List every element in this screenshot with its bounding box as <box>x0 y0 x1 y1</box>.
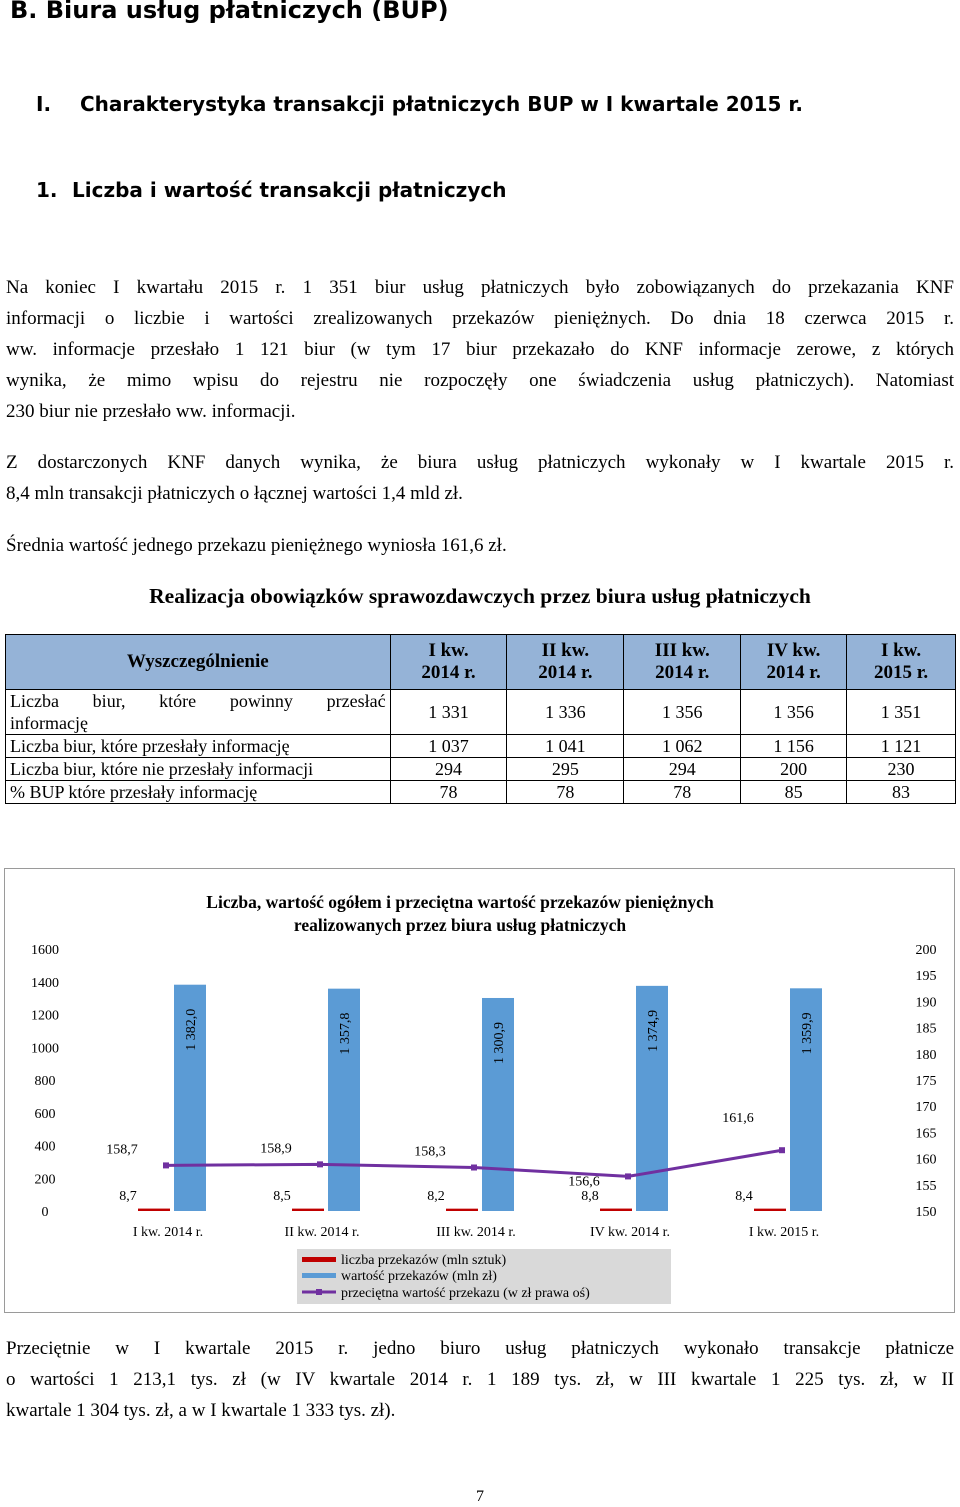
category-label: III kw. 2014 r. <box>436 1225 516 1240</box>
average-value-marker <box>471 1165 477 1171</box>
table-cell: 1 331 <box>390 690 507 735</box>
part-heading: Charakterystyka transakcji płatniczych BUP w I kwartale 2015 r. <box>80 92 803 116</box>
table-cell: 230 <box>847 758 956 781</box>
count-bar-label: 8,2 <box>427 1189 445 1204</box>
average-value-label: 158,9 <box>260 1141 292 1157</box>
right-axis-tick-label: 155 <box>915 1178 937 1194</box>
intro-line: informacji o liczbie i wartości zrealizowanych przekazów pieniężnych. Do dnia 18 czerwca 2015 r. <box>6 308 954 329</box>
table-cell: 200 <box>741 758 847 781</box>
right-axis-tick-label: 160 <box>915 1152 937 1168</box>
legend-label: liczba przekazów (mln sztuk) <box>341 1253 507 1268</box>
average-value-marker <box>317 1161 323 1167</box>
right-axis-tick-label: 150 <box>915 1205 937 1220</box>
average-value-paragraph: Średnia wartość jednego przekazu pieniężnego wyniosła 161,6 zł. <box>6 535 507 556</box>
right-axis-tick-label: 190 <box>915 995 937 1011</box>
chart-title-line: realizowanych przez biura usług płatniczych <box>293 915 627 935</box>
category-label: I kw. 2015 r. <box>748 1225 820 1240</box>
table-cell: 1 356 <box>741 690 847 735</box>
header-col: III kw. 2014 r. <box>624 635 741 690</box>
header-label: Wyszczególnienie <box>6 635 391 690</box>
table-cell: 294 <box>624 758 741 781</box>
table-cell: 78 <box>507 781 624 804</box>
value-bar-label: 1 357,8 <box>338 1012 353 1055</box>
average-value-label: 158,3 <box>414 1144 446 1160</box>
average-value-marker <box>163 1162 169 1168</box>
table-row <box>6 758 956 781</box>
row-label: Liczba biur, które przesłały informację <box>6 735 391 758</box>
table-row <box>6 781 956 804</box>
left-axis-tick-label: 800 <box>34 1074 56 1089</box>
closing-line: o wartości 1 213,1 tys. zł (w IV kwartale 2014 r. 1 189 tys. zł, w III kwartale 1 225 tys. zł, w II <box>6 1369 954 1390</box>
table-title: Realizacja obowiązków sprawozdawczych przez biura usług płatniczych <box>149 584 811 608</box>
chart-container <box>4 868 955 1313</box>
row-label: % BUP które przesłały informację <box>6 781 391 804</box>
page-number: 7 <box>476 1488 484 1505</box>
left-axis-tick-label: 1400 <box>31 975 59 991</box>
table-cell: 1 041 <box>507 735 624 758</box>
table-cell: 1 356 <box>624 690 741 735</box>
subsection-heading: Liczba i wartość transakcji płatniczych <box>72 178 507 202</box>
legend-swatch-count <box>302 1257 336 1262</box>
left-axis-tick-label: 1200 <box>31 1008 59 1024</box>
count-bar <box>138 1209 170 1211</box>
count-bar-label: 8,4 <box>735 1189 753 1204</box>
right-axis-tick-label: 195 <box>915 969 937 985</box>
table-cell: 1 037 <box>390 735 507 758</box>
summary-paragraph <box>6 447 954 509</box>
count-bar-label: 8,8 <box>581 1189 599 1204</box>
row-label: Liczba biur, które powinny przesłać informację <box>6 690 391 735</box>
right-axis-tick-label: 180 <box>915 1047 937 1063</box>
table-cell: 78 <box>624 781 741 804</box>
row-label: Liczba biur, które nie przesłały informacji <box>6 758 391 781</box>
header-col: I kw. 2015 r. <box>847 635 956 690</box>
value-bar-label: 1 359,9 <box>800 1012 815 1055</box>
category-label: I kw. 2014 r. <box>132 1225 204 1240</box>
chart-title-line: Liczba, wartość ogółem i przeciętna wartość przekazów pieniężnych <box>206 892 714 912</box>
left-axis-tick-label: 0 <box>41 1205 49 1220</box>
header-col: II kw. 2014 r. <box>507 635 624 690</box>
table-cell: 295 <box>507 758 624 781</box>
value-bar-label: 1 374,9 <box>646 1009 661 1052</box>
combo-chart <box>5 869 954 1312</box>
average-value-label: 161,6 <box>722 1111 754 1127</box>
count-bar <box>446 1209 478 1211</box>
table-row <box>6 735 956 758</box>
legend-swatch-value <box>302 1273 336 1278</box>
right-axis-tick-label: 200 <box>915 943 937 958</box>
legend-label: wartość przekazów (mln zł) <box>341 1269 497 1284</box>
left-axis-tick-label: 1600 <box>31 943 59 958</box>
part-heading-number: I. <box>36 92 52 116</box>
average-value-line <box>166 1150 782 1176</box>
right-axis-tick-label: 165 <box>915 1126 937 1142</box>
closing-paragraph <box>6 1333 954 1426</box>
average-value-marker <box>779 1147 785 1153</box>
closing-line: Przeciętnie w I kwartale 2015 r. jedno biuro usług płatniczych wykonało transakcje płatnicze <box>6 1338 954 1359</box>
intro-paragraph <box>6 272 954 427</box>
average-value-label: 158,7 <box>106 1142 138 1158</box>
average-value-label: 156,6 <box>568 1174 600 1190</box>
value-bar-label: 1 300,9 <box>492 1021 507 1064</box>
table-cell: 85 <box>741 781 847 804</box>
right-axis-tick-label: 185 <box>915 1021 937 1037</box>
table-cell: 83 <box>847 781 956 804</box>
left-axis-tick-label: 1000 <box>31 1041 59 1057</box>
left-axis-tick-label: 600 <box>34 1106 56 1122</box>
section-heading: B. Biura usług płatniczych (BUP) <box>10 0 449 24</box>
table-cell: 78 <box>390 781 507 804</box>
left-axis-tick-label: 200 <box>34 1172 56 1188</box>
table-cell: 294 <box>390 758 507 781</box>
summary-line: Z dostarczonych KNF danych wynika, że biura usług płatniczych wykonały w I kwartale 2015 r. <box>6 452 954 473</box>
count-bar <box>754 1209 786 1211</box>
intro-line: wynika, że mimo wpisu do rejestru nie rozpoczęły one świadczenia usług płatniczych). Natomiast <box>6 370 954 391</box>
reporting-table <box>5 634 956 804</box>
intro-line: ww. informacje przesłało 1 121 biur (w tym 17 biur przekazało do KNF informacje zerowe, z których <box>6 339 954 360</box>
legend-label: przeciętna wartość przekazu (w zł prawa oś) <box>341 1286 590 1301</box>
table-cell: 1 062 <box>624 735 741 758</box>
table-cell: 1 351 <box>847 690 956 735</box>
category-label: II kw. 2014 r. <box>284 1225 360 1240</box>
right-axis-tick-label: 170 <box>915 1100 937 1116</box>
legend-marker-average <box>316 1289 322 1295</box>
value-bar-label: 1 382,0 <box>184 1008 199 1051</box>
count-bar-label: 8,7 <box>119 1189 137 1204</box>
average-value-marker <box>625 1173 631 1179</box>
intro-line: 230 biur nie przesłało ww. informacji. <box>6 401 296 422</box>
count-bar <box>600 1209 632 1211</box>
category-label: IV kw. 2014 r. <box>589 1225 671 1240</box>
table-cell: 1 156 <box>741 735 847 758</box>
table-cell: 1 121 <box>847 735 956 758</box>
header-col: IV kw. 2014 r. <box>741 635 847 690</box>
count-bar-label: 8,5 <box>273 1189 291 1204</box>
right-axis-tick-label: 175 <box>915 1074 937 1089</box>
left-axis-tick-label: 400 <box>34 1139 56 1155</box>
count-bar <box>292 1209 324 1211</box>
closing-line: kwartale 1 304 tys. zł, a w I kwartale 1 333 tys. zł). <box>6 1400 396 1421</box>
header-col: I kw. 2014 r. <box>390 635 507 690</box>
table-cell: 1 336 <box>507 690 624 735</box>
table-row <box>6 690 956 735</box>
intro-line: Na koniec I kwartału 2015 r. 1 351 biur usług płatniczych było zobowiązanych do przekazania KNF <box>6 277 954 298</box>
table-header-row <box>6 635 956 690</box>
summary-line: 8,4 mln transakcji płatniczych o łącznej wartości 1,4 mld zł. <box>6 483 463 504</box>
subsection-heading-number: 1. <box>36 178 58 202</box>
